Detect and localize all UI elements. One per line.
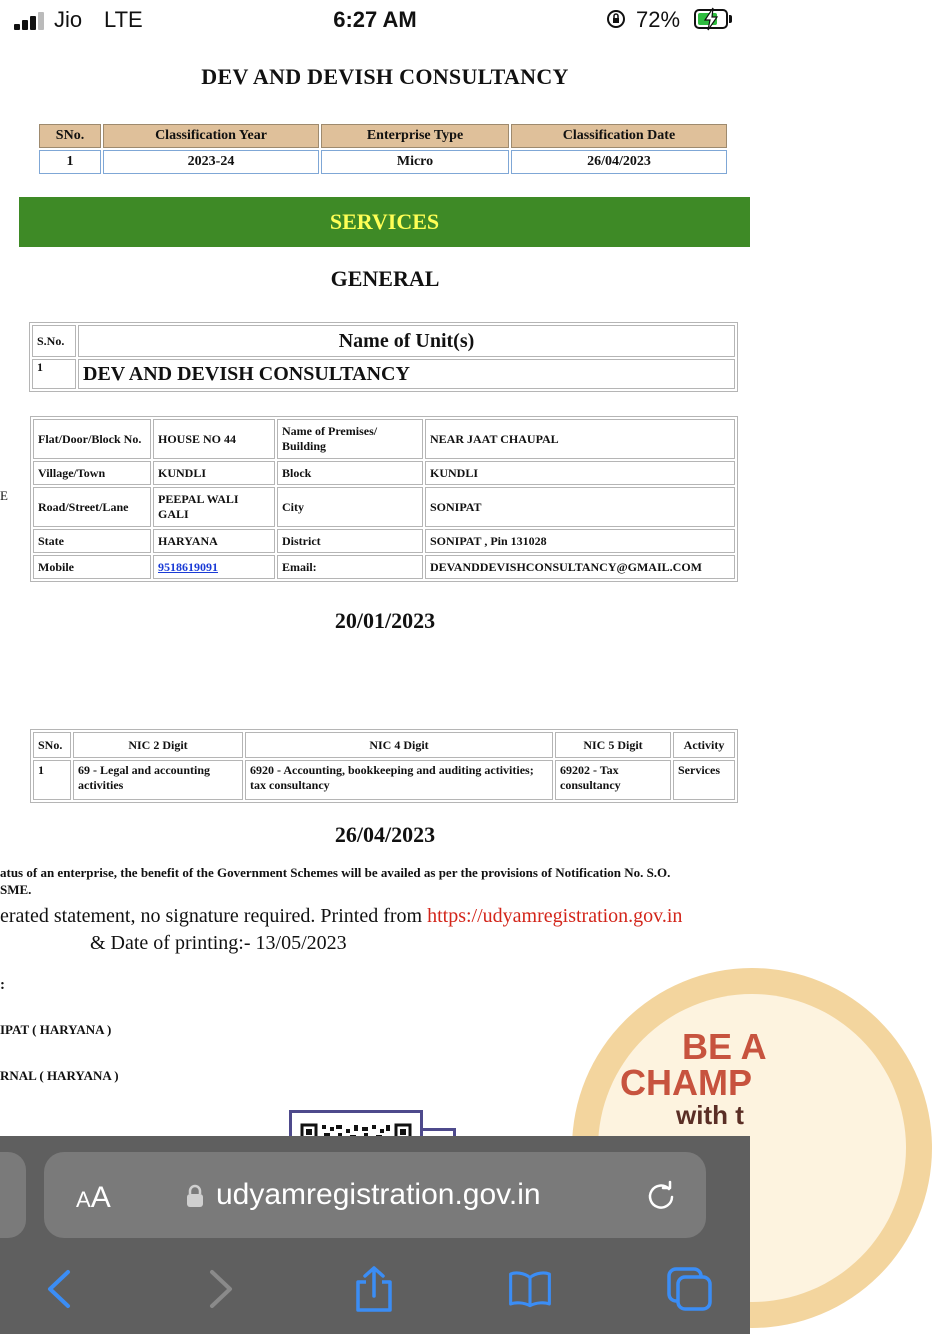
header-cell: SNo. xyxy=(33,732,71,758)
unit-name-cell: DEV AND DEVISH CONSULTANCY xyxy=(78,359,735,389)
email-label: Email: xyxy=(277,555,423,579)
village-value: KUNDLI xyxy=(153,461,275,485)
aa-big: A xyxy=(90,1181,111,1214)
enterprise-name-heading: DEV AND DEVISH CONSULTANCY xyxy=(201,64,569,89)
incorporation-date: 20/01/2023 xyxy=(334,608,436,633)
promo-text: CHAMP xyxy=(620,1062,752,1103)
table-row xyxy=(33,461,735,485)
table-cell: 1 xyxy=(32,359,76,389)
previous-tab-preview[interactable] xyxy=(0,1152,26,1238)
lock-icon xyxy=(186,1184,204,1208)
printed-statement xyxy=(0,905,682,928)
nic-table xyxy=(30,729,738,803)
table-header-row xyxy=(39,124,727,148)
reader-options-button[interactable] xyxy=(76,1181,111,1215)
road-value: PEEPAL WALI GALI xyxy=(153,487,275,527)
forward-icon[interactable] xyxy=(196,1266,240,1312)
printed-prefix: erated statement, no signature required. Printed from xyxy=(0,905,428,927)
promo-text: with t xyxy=(676,1100,744,1130)
header-cell: Enterprise Type xyxy=(321,124,509,148)
premises-value: NEAR JAAT CHAUPAL xyxy=(425,419,735,459)
services-banner: SERVICES xyxy=(19,197,750,247)
table-cell: 1 xyxy=(33,760,71,800)
status-bar xyxy=(0,0,750,44)
bookmarks-icon[interactable] xyxy=(508,1266,552,1312)
flat-label: Flat/Door/Block No. xyxy=(33,419,151,459)
table-cell: 69202 - Tax consultancy xyxy=(555,760,671,800)
notification-note xyxy=(0,864,750,898)
dic-location: IPAT ( HARYANA ) xyxy=(0,1022,112,1037)
tabs-icon[interactable] xyxy=(666,1266,714,1312)
battery-nub xyxy=(729,15,732,23)
network-type: LTE xyxy=(104,7,143,32)
orientation-lock-icon xyxy=(606,9,626,29)
table-row xyxy=(33,760,735,800)
share-icon[interactable] xyxy=(352,1266,396,1312)
city-value: SONIPAT xyxy=(425,487,735,527)
header-cell: SNo. xyxy=(39,124,101,148)
table-cell: 26/04/2023 xyxy=(511,150,727,174)
email-value: DEVANDDEVISHCONSULTANCY@GMAIL.COM xyxy=(425,555,735,579)
note-line: atus of an enterprise, the benefit of the Government Schemes will be availed as per the provisions of Notification No. S.O. xyxy=(0,865,671,880)
block-label: Block xyxy=(277,461,423,485)
battery-percentage: 72% xyxy=(636,7,681,32)
header-cell: Activity xyxy=(673,732,735,758)
table-cell: 6920 - Accounting, bookkeeping and auditing activities; tax consultancy xyxy=(245,760,553,800)
carrier-name: Jio xyxy=(54,7,83,32)
district-label: District xyxy=(277,529,423,553)
msme-location: RNAL ( HARYANA ) xyxy=(0,1068,119,1083)
city-label: City xyxy=(277,487,423,527)
address-table xyxy=(30,416,738,582)
district-value: SONIPAT , Pin 131028 xyxy=(425,529,735,553)
table-cell: Micro xyxy=(321,150,509,174)
url-text[interactable]: udyamregistration.gov.in xyxy=(216,1178,541,1211)
reload-icon[interactable] xyxy=(645,1180,677,1212)
table-row xyxy=(32,359,735,389)
header-cell: NIC 2 Digit xyxy=(73,732,243,758)
flat-value: HOUSE NO 44 xyxy=(153,419,275,459)
road-label: Road/Street/Lane xyxy=(33,487,151,527)
general-heading: GENERAL xyxy=(330,266,440,291)
cut-off-label: : xyxy=(0,977,5,993)
header-cell: NIC 4 Digit xyxy=(245,732,553,758)
table-header-row xyxy=(32,325,735,357)
premises-label: Name of Premises/ Building xyxy=(277,419,423,459)
cut-off-letter: E xyxy=(0,488,8,503)
table-row xyxy=(33,529,735,553)
table-row xyxy=(39,150,727,174)
print-date: & Date of printing:- 13/05/2023 xyxy=(90,932,347,954)
table-row xyxy=(33,487,735,527)
units-table xyxy=(29,322,738,392)
header-cell: S.No. xyxy=(32,325,76,357)
table-cell: Services xyxy=(673,760,735,800)
browser-toolbar xyxy=(0,1136,750,1334)
classification-table xyxy=(37,122,729,176)
header-cell: Classification Year xyxy=(103,124,319,148)
mobile-cell xyxy=(153,555,275,579)
registration-date: 26/04/2023 xyxy=(334,822,436,847)
back-icon[interactable] xyxy=(40,1266,84,1312)
table-cell: 1 xyxy=(39,150,101,174)
header-cell: NIC 5 Digit xyxy=(555,732,671,758)
mobile-label: Mobile xyxy=(33,555,151,579)
village-label: Village/Town xyxy=(33,461,151,485)
table-row xyxy=(33,419,735,459)
promo-text: BE A xyxy=(682,1026,767,1067)
clock: 6:27 AM xyxy=(333,7,417,32)
block-value: KUNDLI xyxy=(425,461,735,485)
printed-url: https://udyamregistration.gov.in xyxy=(427,905,683,927)
table-cell: 2023-24 xyxy=(103,150,319,174)
aa-small: A xyxy=(76,1187,91,1212)
charging-bolt-icon xyxy=(704,8,718,30)
table-row xyxy=(33,555,735,579)
header-cell: Name of Unit(s) xyxy=(78,325,735,357)
header-cell: Classification Date xyxy=(511,124,727,148)
state-label: State xyxy=(33,529,151,553)
mobile-link[interactable]: 9518619091 xyxy=(158,559,218,574)
state-value: HARYANA xyxy=(153,529,275,553)
note-line: SME. xyxy=(0,882,32,897)
table-cell: 69 - Legal and accounting activities xyxy=(73,760,243,800)
table-header-row xyxy=(33,732,735,758)
